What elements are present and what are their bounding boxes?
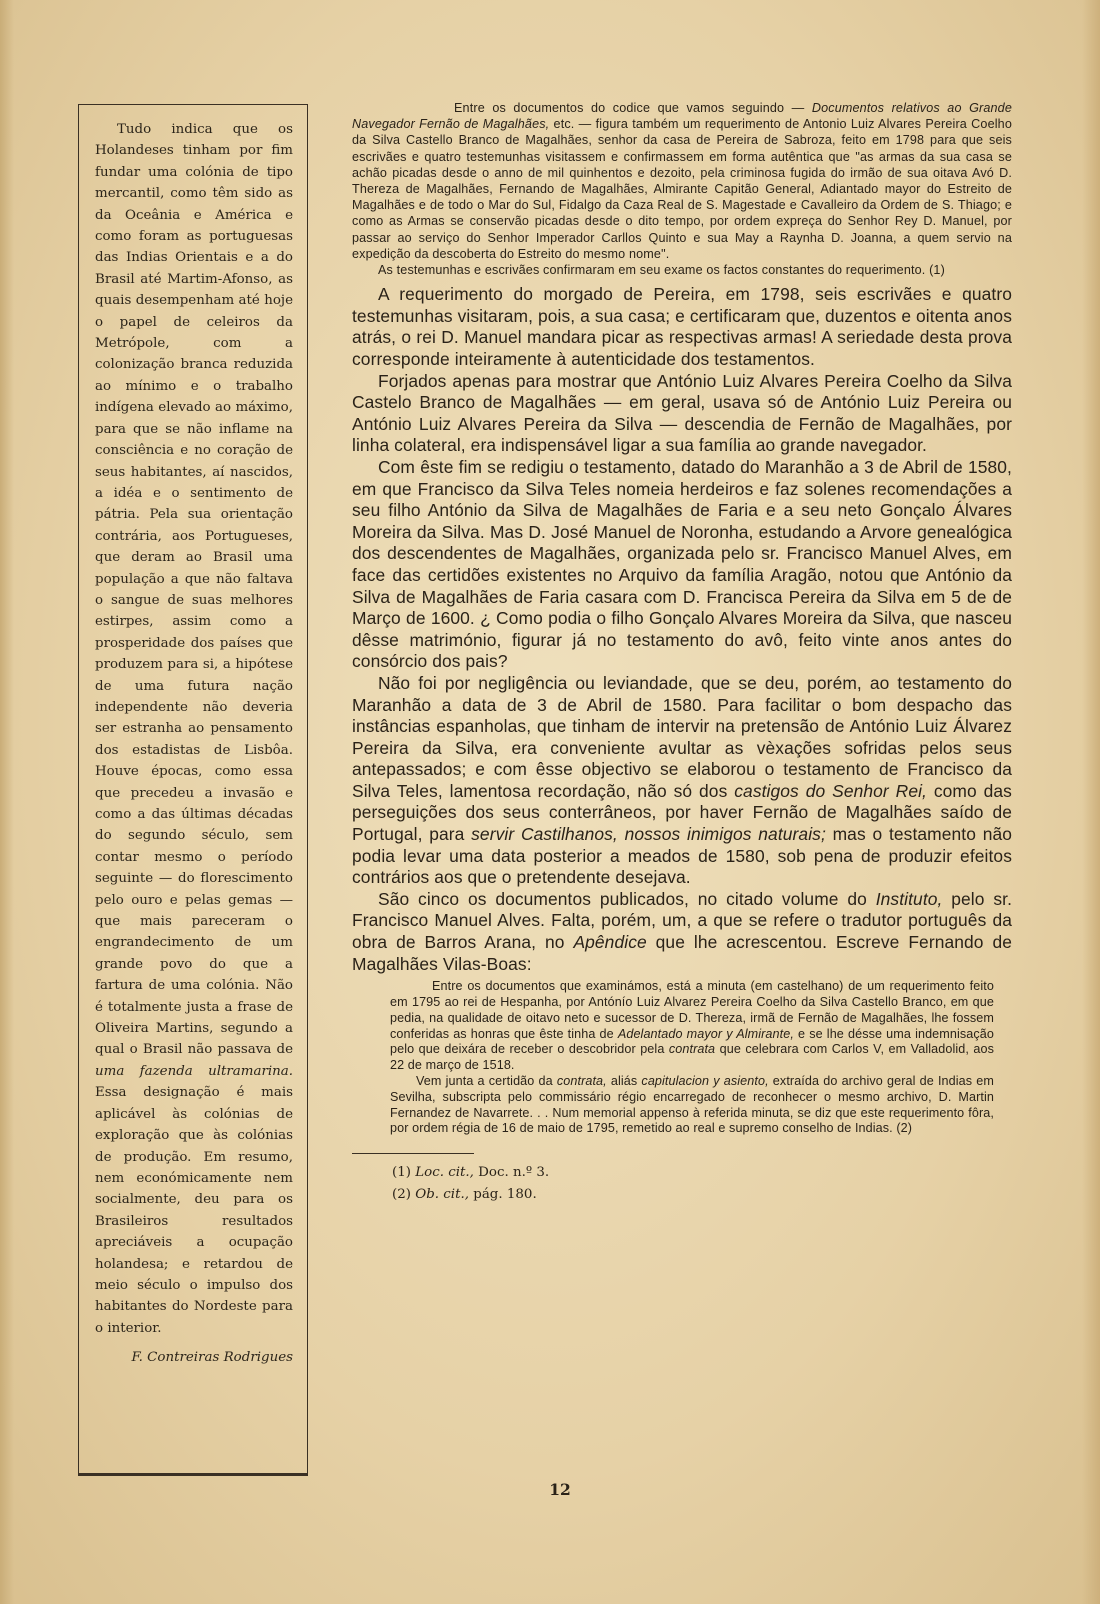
- body-paragraph-4: Não foi por negligência ou leviandade, que se deu, porém, ao testamento do Maranhão a data de 3 de Abril de 1580. Para facilitar o bom despacho das instâncias espanholas, que tinham de intervir na pretensão de António Luiz Álvarez Pereira da Silva, era conveniente avultar as vèxações sofridas pelos seus antepassados; e com êsse objectivo se elaborou o testamento de Francisco da Silva Teles, lamentosa recordação, não só dos castigos do Senhor Rei, como das perseguições dos seus conterrâneos, por haver Fernão de Magalhães saído de Portugal, para servir Castilhanos, nossos inimigos naturais; mas o testamento não podia levar uma data posterior a meados de 1580, sob pena de produzir efeitos contrários aos que o pretendente desejava.: [352, 672, 1013, 888]
- page-edge-right: [1082, 0, 1100, 1604]
- main-column: [352, 100, 1012, 1206]
- quote-2-paragraph-2: Vem junta a certidão da contrata, aliás capitulacion y asiento, extraída do archivo geral de Indias em Sevilha, subscripta pelo commissário régio encarregado de reconhecer o mesmo archivo, D. Martin Fernandez de Navarrete. . . Num memorial appenso à referida minuta, se diz que este requerimento fôra, por ordem régia de 16 de maio de 1795, remetido ao real e supremo conselho de Indias. (2): [390, 1074, 994, 1136]
- body-paragraph-1: A requerimento do morgado de Pereira, em 1798, seis escrivães e quatro testemunhas visitaram, pois, a sua casa; e certificaram que, duzentos e oitenta anos atrás, o rei D. Manuel mandara picar as respectivas armas! A seriedade desta prova corresponde inteiramente à autenticidade dos testamentos.: [352, 284, 1012, 370]
- body-paragraph-5: São cinco os documentos publicados, no citado volume do Instituto, pelo sr. Francisco Manuel Alves. Falta, porém, um, a que se refere o tradutor português da obra de Barros Arana, no Apêndice que lhe acrescentou. Escreve Fernando de Magalhães Vilas-Boas:: [352, 888, 1012, 974]
- body-paragraph-2: Forjados apenas para mostrar que António Luiz Alvares Pereira Coelho da Silva Castelo Branco de Magalhães — em geral, usava só de António Luiz Pereira ou António Luiz Alvares Pereira da Silva — descendia de Fernão de Magalhães, por linha colateral, era indispensável ligar a sua família ao grande navegador.: [352, 370, 1012, 456]
- sidebar-signature: F. Contreiras Rodrigues: [131, 1350, 293, 1366]
- sidebar-box: [78, 104, 308, 1476]
- block-quote-2: [390, 979, 994, 1137]
- body-paragraph-3: Com êste fim se redigiu o testamento, datado do Maranhão a 3 de Abril de 1580, em que Francisco da Silva Teles nomeia herdeiros e faz solenes recomendações a seu filho António da Silva de Magalhães de Faria e a seu neto Gonçalo Álvares Moreira da Silva. Mas D. José Manuel de Noronha, estudando a Arvore genealógica dos descendentes de Magalhães, organizada pelo sr. Francisco Manuel Alves, em face das certidões existentes no Arquivo da família Aragão, notou que António da Silva de Magalhães de Faria casara com D. Francisca Pereira da Silva em 5 de de Março de 1600. ¿ Como podia o filho Gonçalo Alvares Moreira da Silva, que nasceu dêsse matrimónio, figurar já no testamento do avô, feito vinte anos antes do consórcio dos pais?: [352, 456, 1012, 672]
- quote-1-paragraph-2: As testemunhas e escrivães confirmaram em seu exame os factos constantes do requerimento. (1): [378, 263, 945, 278]
- page-edge-left: [0, 0, 14, 1604]
- page-number: 12: [549, 1480, 571, 1499]
- quote-2-paragraph-1: Entre os documentos que examinámos, está a minuta (em castelhano) de um requerimento feito em 1795 ao rei de Hespanha, por Antónío Luiz Alvarez Pereira Coelho da Silva Castello Branco, em que pedia, na qualidade de oitavo neto e sucessor de D. Thereza, irmã de Fernão de Magalhães, lhe fossem conferidas as honras que êste tinha de Adelantado mayor y Almirante, e se lhe désse uma indemnisação pelo que deixára de receber o descobridor pela contrata que celebrara com Carlos V, em Valladolid, aos 22 de março de 1518.: [390, 979, 994, 1073]
- footnote-divider: [352, 1153, 474, 1154]
- footnote-2: (2) Ob. cit., pág. 180.: [392, 1187, 537, 1203]
- quote-1-paragraph-1: Entre os documentos do codice que vamos seguindo — Documentos relativos ao Grande Navegador Fernão de Magalhães, etc. — figura também um requerimento de Antonio Luiz Alvares Pereira Coelho da Silva Castello Branco de Magalhães, senhor da casa de Pereira de Sabroza, feito em 1798 para que seis escrivães e quatro testemunhas visitassem e confirmassem em forma autêntica que "as armas da sua casa se achão picadas desde o anno de mil quinhentos e dezoito, pela criminosa fugida do irmão de sua oitava Avó D. Thereza de Magalhães, Fernando de Magalhães, Almirante Capitão General, Adiantado mayor do Estreito de Magalhães e de todo o Mar do Sul, Fidalgo da Caza Real de S. Magestade e Cavalleiro da Ordem de S. Thiago; e como as Armas se conservão picadas desde o dito tempo, por ordem expreça do Senhor Rey D. Manuel, por passar ao serviço do Senhor Imperador Carllos Quinto e sua May a Raynha D. Joanna, a quem servio na expedição da descoberta do Estreito do mesmo nome".: [352, 101, 1012, 261]
- footnote-1: (1) Loc. cit., Doc. n.º 3.: [392, 1165, 550, 1181]
- body-text: [352, 284, 1012, 975]
- footnotes: [392, 1162, 1012, 1206]
- block-quote-1: [352, 100, 1012, 278]
- sidebar-paragraph: Tudo indica que os Holandeses tinham por fim fundar uma colónia de tipo mercantil, como têm sido as da Oceânia e América e como foram as portuguesas das Indias Orientais e a do Brasil até Martim-Afonso, as quais desempenham até hoje o papel de celeiros da Metrópole, com a colonização branca reduzida ao mínimo e o trabalho indígena elevado ao máximo, para que se não inflame na consciência e no coração de seus habitantes, aí nascidos, a idéa e o sentimento de pátria. Pela sua orientação contrária, aos Portugueses, que deram ao Brasil uma população a que não faltava o sangue de suas melhores estirpes, assim como a prosperidade dos países que produzem para si, a hipótese de uma futura nação independente não deveria ser estranha ao pensamento dos estadistas de Lisbôa. Houve épocas, como essa que precedeu a invasão e como a das últimas décadas do segundo século, sem contar mesmo o período seguinte — do florescimento pelo ouro e pelas gemas — que mais pareceram o engrandecimento de um grande povo do que a fartura de uma colónia. Não é totalmente justa a frase de Oliveira Martins, segundo a qual o Brasil não passava de uma fazenda ultramarina. Essa designação é mais aplicável às colónias de exploração que às colónias de produção. Em resumo, nem económicamente nem socialmente, deu para os Brasileiros resultados apreciáveis a ocupação holandesa; e retardou de meio século o impulso dos habitantes do Nordeste para o interior.: [95, 122, 293, 1336]
